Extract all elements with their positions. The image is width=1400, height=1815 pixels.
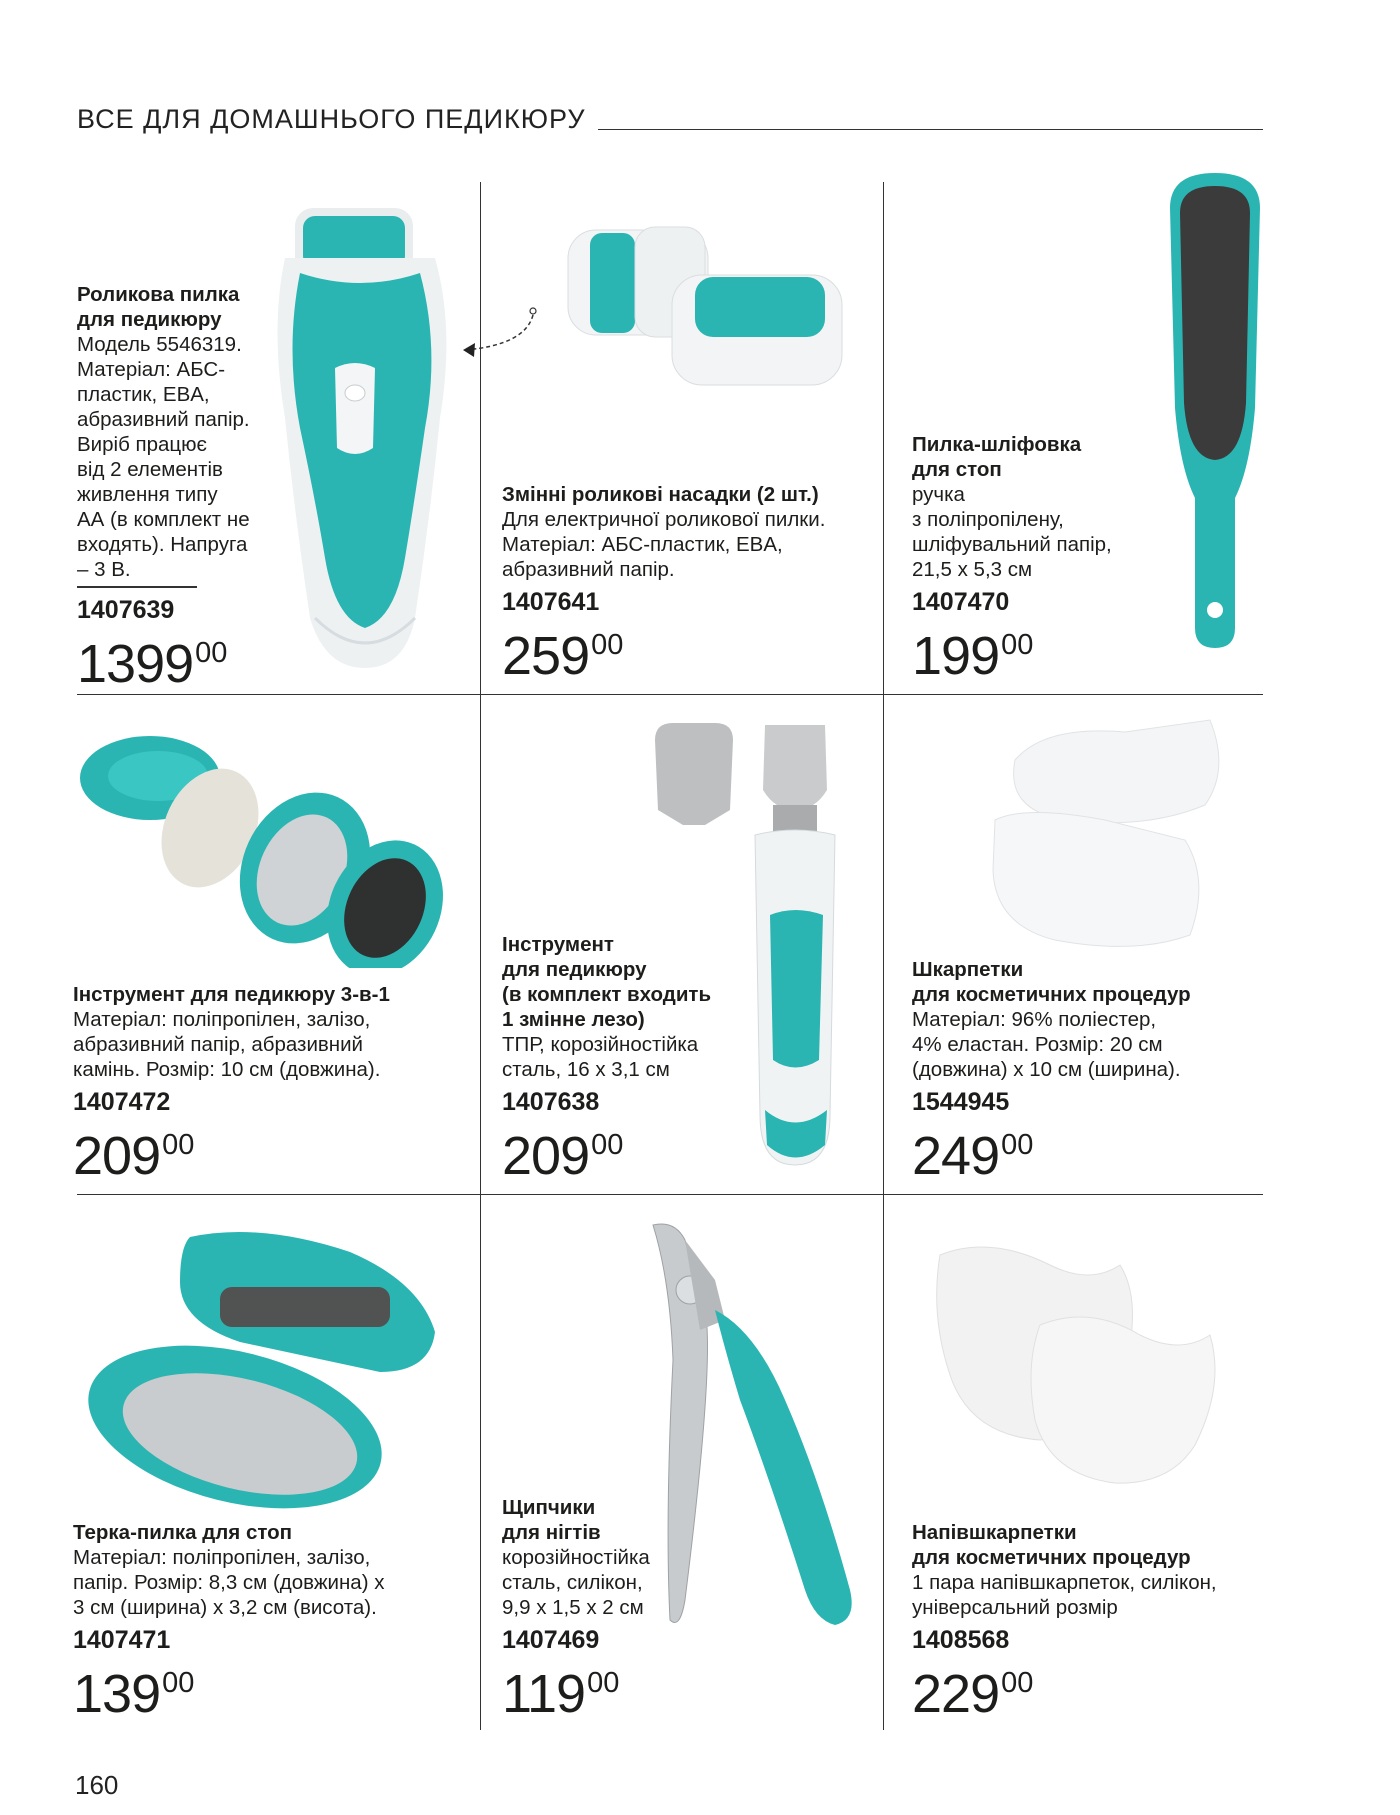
product-code: 1407470 — [912, 588, 1010, 616]
price-whole: 249 — [912, 1126, 1000, 1186]
page-title: ВСЕ ДЛЯ ДОМАШНЬОГО ПЕДИКЮРУ — [77, 104, 586, 134]
foot-grater-icon — [80, 1222, 450, 1512]
product-card — [77, 282, 277, 705]
price-whole: 119 — [502, 1664, 586, 1724]
product-code: 1407471 — [73, 1626, 171, 1654]
price-cents: 00 — [1001, 1129, 1034, 1161]
product-code: 1407469 — [502, 1626, 600, 1654]
product-price — [73, 1118, 473, 1197]
product-name: Інструмент для педикюру 3-в-1 — [73, 983, 390, 1006]
product-name: Напівшкарпетки для косметичних процедур — [912, 1521, 1191, 1569]
page-number: 160 — [75, 1770, 119, 1800]
socks-icon — [985, 710, 1235, 955]
product-price — [912, 1656, 1262, 1735]
product-name: Роликова пилка для педикюру — [77, 283, 240, 331]
product-card — [912, 1520, 1262, 1735]
product-description: Для електричної роликової пилки. Матеріал: АБС-пластик, EBA, абразивний папір. — [502, 508, 826, 581]
product-code: 1544945 — [912, 1088, 1010, 1116]
product-name: Пилка-шліфовка для стоп — [912, 433, 1082, 481]
product-description: ручка з поліпропілену, шліфувальний папір, 21,5 х 5,3 см — [912, 483, 1112, 581]
price-cents: 00 — [591, 1129, 624, 1161]
price-cents: 00 — [591, 629, 624, 661]
text-underline — [77, 586, 197, 588]
product-price — [502, 1118, 732, 1197]
product-price — [73, 1656, 473, 1735]
product-price — [77, 626, 277, 705]
foot-file-icon — [1160, 168, 1270, 653]
price-cents: 00 — [587, 1667, 620, 1699]
product-card — [912, 957, 1252, 1197]
product-price — [502, 1656, 702, 1735]
heel-socks-icon — [930, 1225, 1230, 1490]
price-whole: 209 — [502, 1126, 590, 1186]
pedicure-3in1-icon — [80, 728, 450, 968]
product-name: Інструмент для педикюру (в комплект входить 1 змінне лезо) — [502, 933, 712, 1031]
product-card — [502, 932, 732, 1197]
product-name: Шкарпетки для косметичних процедур — [912, 958, 1191, 1006]
product-price — [912, 1118, 1252, 1197]
price-whole: 229 — [912, 1664, 1000, 1724]
product-price — [502, 618, 872, 697]
product-description: 1 пара напівшкарпеток, силікон, універсальний розмір — [912, 1571, 1217, 1619]
product-description: Модель 5546319. Матеріал: АБС- пластик, EBA, абразивний папір. Виріб працює від 2 елементів живлення типу АА (в комплект не входять). Напруга – 3 В. — [77, 333, 250, 581]
roller-heads-icon — [560, 205, 850, 390]
product-card — [502, 1495, 702, 1735]
product-card — [912, 432, 1142, 697]
product-price — [912, 618, 1142, 697]
product-description: Матеріал: поліпропілен, залізо, абразивний папір, абразивний камінь. Розмір: 10 см (довжина). — [73, 1008, 381, 1081]
product-code: 1407472 — [73, 1088, 171, 1116]
price-whole: 199 — [912, 626, 1000, 686]
product-code: 1407641 — [502, 588, 600, 616]
product-description: Матеріал: поліпропілен, залізо, папір. Розмір: 8,3 см (довжина) х 3 см (ширина) х 3,2 см (висота). — [73, 1546, 385, 1619]
product-code: 1407638 — [502, 1088, 600, 1116]
price-whole: 139 — [73, 1664, 161, 1724]
product-name: Терка-пилка для стоп — [73, 1521, 293, 1544]
product-description: ТПР, корозійностійка сталь, 16 х 3,1 см — [502, 1033, 699, 1081]
product-description: Матеріал: 96% поліестер, 4% еластан. Розмір: 20 см (довжина) х 10 см (ширина). — [912, 1008, 1181, 1081]
product-code: 1408568 — [912, 1626, 1010, 1654]
grid-divider — [883, 182, 884, 1730]
price-cents: 00 — [1001, 1667, 1034, 1699]
grid-divider — [480, 182, 481, 1730]
price-cents: 00 — [162, 1667, 195, 1699]
price-whole: 209 — [73, 1126, 161, 1186]
price-cents: 00 — [195, 637, 228, 669]
pointer-arrow-icon — [445, 305, 545, 365]
price-whole: 259 — [502, 626, 590, 686]
product-name: Змінні роликові насадки (2 шт.) — [502, 483, 819, 506]
roller-file-icon — [255, 198, 460, 673]
product-card — [502, 482, 872, 697]
product-code: 1407639 — [77, 596, 175, 624]
price-whole: 1399 — [77, 634, 194, 694]
price-cents: 00 — [1001, 629, 1034, 661]
product-description: корозійностійка сталь, силікон, 9,9 х 1,5 х 2 см — [502, 1546, 650, 1619]
product-card — [73, 982, 473, 1197]
product-name: Щипчики для нігтів — [502, 1496, 601, 1544]
product-card — [73, 1520, 473, 1735]
title-rule — [598, 129, 1263, 130]
price-cents: 00 — [162, 1129, 195, 1161]
